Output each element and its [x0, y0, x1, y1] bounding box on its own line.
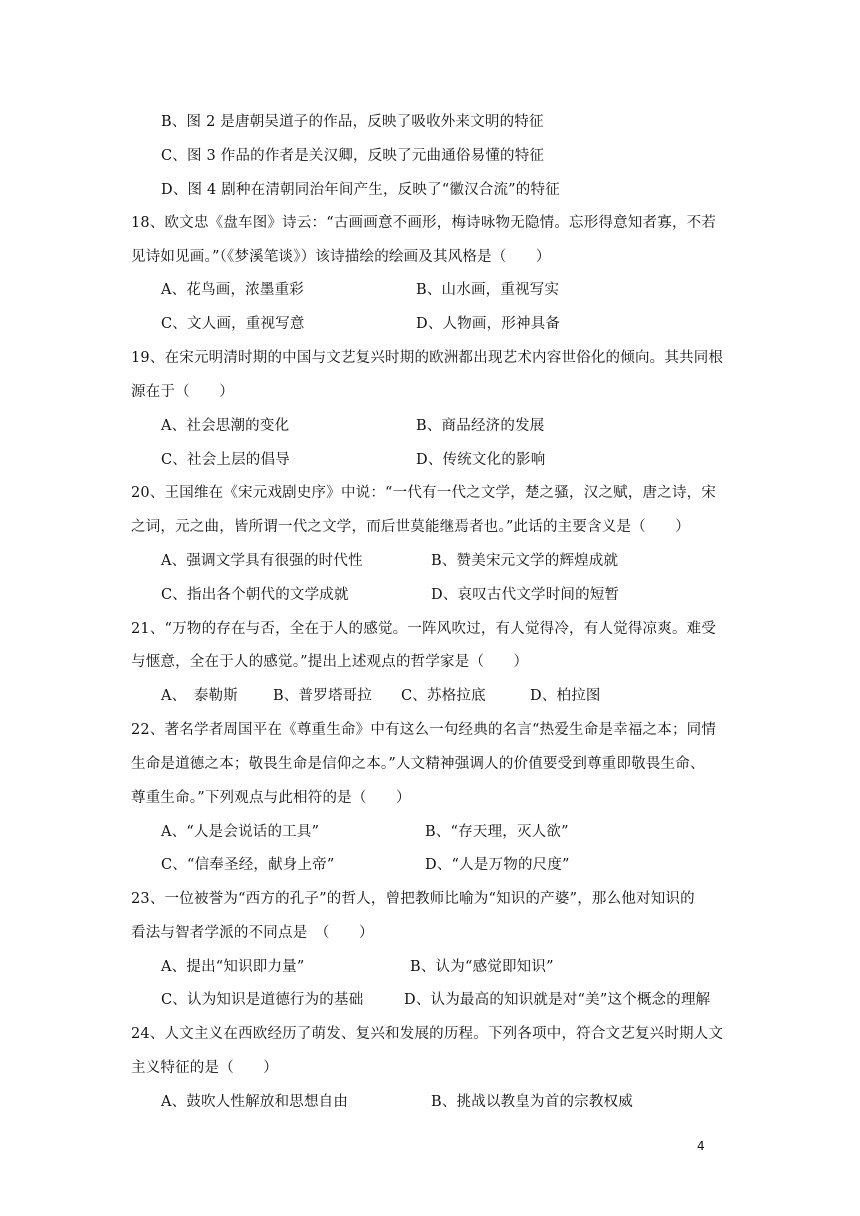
page-number: 4: [697, 1139, 705, 1153]
q19-stem-line2: 源在于（ ）: [131, 384, 234, 400]
q18-option-b: B、山水画，重视写实: [416, 282, 560, 298]
q22-stem-line3: 尊重生命。”下列观点与此相符的是（ ）: [131, 790, 411, 806]
q18-option-a: A、花鸟画，浓墨重彩: [161, 282, 304, 298]
q20-option-b: B、赞美宋元文学的辉煌成就: [431, 553, 619, 569]
q23-option-b: B、认为“感觉即知识”: [410, 959, 554, 975]
q17-option-c: C、图 3 作品的作者是关汉卿，反映了元曲通俗易懂的特征: [161, 148, 545, 164]
q23-stem-line1: 23、一位被誉为“西方的孔子”的哲人，曾把教师比喻为“知识的产婆”，那么他对知识的: [131, 891, 695, 907]
q21-option-b: B、普罗塔哥拉: [273, 688, 373, 704]
q20-stem-line2: 之词，元之曲，皆所谓一代之文学，而后世莫能继焉者也。”此话的主要含义是（ ）: [131, 519, 690, 535]
q21-stem-line1: 21、“万物的存在与否，全在于人的感觉。一阵风吹过，有人觉得冷，有人觉得凉爽。难受: [131, 621, 717, 637]
q21-option-d: D、柏拉图: [530, 688, 601, 704]
q18-stem-line1: 18、欧文忠《盘车图》诗云：“古画画意不画形，梅诗咏物无隐情。忘形得意知者寡，不若: [131, 215, 717, 231]
q17-option-d: D、图 4 剧种在清朝同治年间产生，反映了“徽汉合流”的特征: [161, 182, 560, 198]
q22-option-d: D、“人是万物的尺度”: [425, 857, 570, 873]
q24-stem-line2: 主义特征的是（ ）: [131, 1060, 278, 1076]
q23-stem-line2: 看法与智者学派的不同点是 （ ）: [131, 925, 374, 941]
q24-option-b: B、挑战以教皇为首的宗教权威: [431, 1094, 633, 1110]
q24-stem-line1: 24、人文主义在西欧经历了萌发、复兴和发展的历程。下列各项中，符合文艺复兴时期人文: [131, 1026, 724, 1042]
q18-stem-line2: 见诗如见画。”（《梦溪笔谈》）该诗描绘的绘画及其风格是（ ）: [131, 249, 551, 265]
q17-option-b: B、图 2 是唐朝吴道子的作品，反映了吸收外来文明的特征: [161, 114, 544, 130]
q18-option-c: C、文人画，重视写意: [161, 316, 305, 332]
q20-stem-line1: 20、王国维在《宋元戏剧史序》中说：“一代有一代之文学，楚之骚，汉之赋，唐之诗，宋: [131, 485, 717, 501]
q20-option-d: D、哀叹古代文学时间的短暂: [431, 587, 620, 603]
q18-option-d: D、人物画，形神具备: [416, 316, 561, 332]
q19-option-a: A、社会思潮的变化: [161, 418, 290, 434]
q22-option-c: C、“信奉圣经，献身上帝”: [161, 857, 335, 873]
q22-stem-line1: 22、著名学者周国平在《尊重生命》中有这么一句经典的名言“热爱生命是幸福之本；同情: [131, 722, 717, 738]
q22-option-a: A、“人是会说话的工具”: [161, 824, 320, 840]
q24-option-a: A、鼓吹人性解放和思想自由: [161, 1094, 349, 1110]
q21-option-a: A、 泰勒斯: [161, 688, 238, 704]
q23-option-d: D、认为最高的知识就是对“美”这个概念的理解: [404, 992, 711, 1008]
q19-option-c: C、社会上层的倡导: [161, 452, 290, 468]
q22-stem-line2: 生命是道德之本；敬畏生命是信仰之本。”人文精神强调人的价值要受到尊重即敬畏生命、: [131, 756, 705, 772]
q20-option-a: A、强调文学具有很强的时代性: [161, 553, 363, 569]
q21-option-c: C、苏格拉底: [401, 688, 486, 704]
q20-option-c: C、指出各个朝代的文学成就: [161, 587, 349, 603]
q23-option-a: A、提出“知识即力量”: [161, 959, 305, 975]
q23-option-c: C、认为知识是道德行为的基础: [161, 992, 364, 1008]
q22-option-b: B、“存天理，灭人欲”: [425, 824, 569, 840]
q19-stem-line1: 19、在宋元明清时期的中国与文艺复兴时期的欧洲都出现艺术内容世俗化的倾向。其共同根: [131, 350, 724, 366]
q19-option-b: B、商品经济的发展: [416, 418, 545, 434]
q21-stem-line2: 与惬意，全在于人的感觉。”提出上述观点的哲学家是（ ）: [131, 654, 529, 670]
q19-option-d: D、传统文化的影响: [416, 452, 546, 468]
